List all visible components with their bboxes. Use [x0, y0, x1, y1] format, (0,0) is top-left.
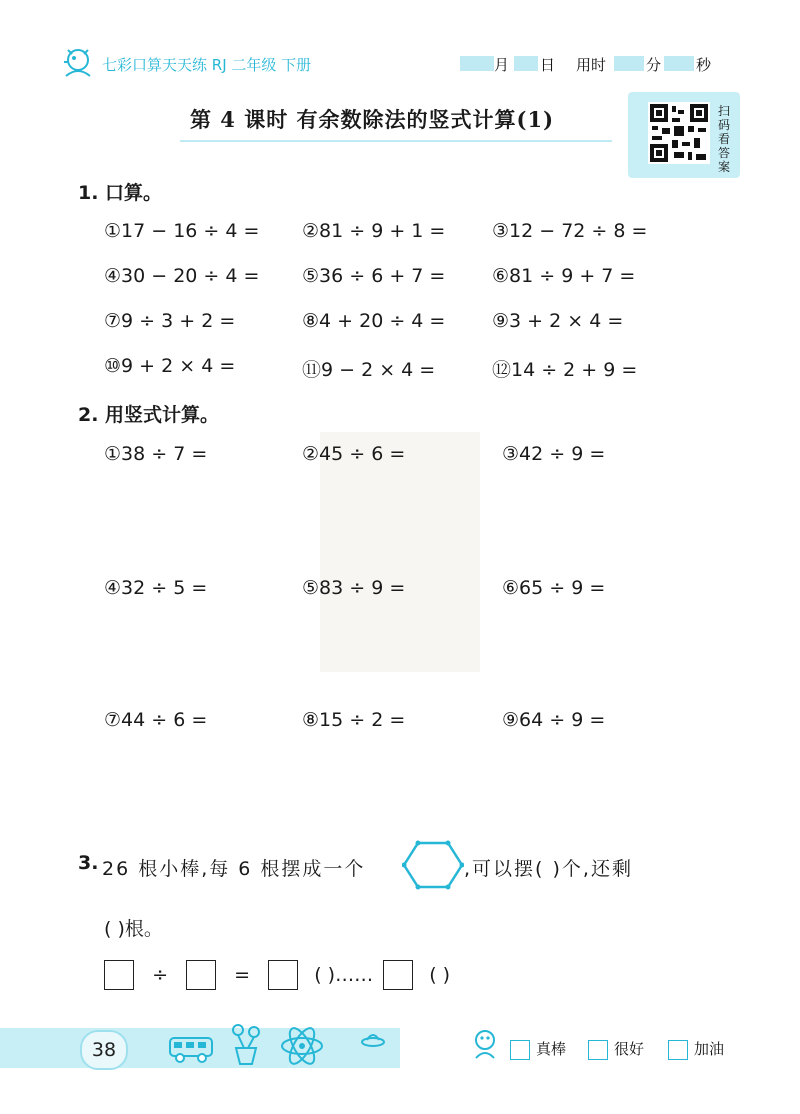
- rating-good[interactable]: [588, 1038, 644, 1060]
- oral-problem-6: ⑥81 ÷ 9 + 7 =: [492, 265, 636, 287]
- qr-code-icon[interactable]: [648, 102, 710, 164]
- second-field[interactable]: [664, 56, 694, 71]
- rating-excellent-label: 真棒: [536, 1040, 567, 1058]
- day-label: 日: [540, 56, 556, 74]
- series-title: 七彩口算天天练 RJ 二年级 下册: [102, 56, 312, 74]
- vertical-problem-2: ②45 ÷ 6 =: [302, 443, 406, 465]
- dividend-box[interactable]: [104, 960, 134, 990]
- bus-icon: [168, 1034, 214, 1064]
- remainder-box[interactable]: [383, 960, 413, 990]
- ufo-icon: [360, 1030, 386, 1050]
- equation-row: [104, 960, 450, 990]
- footer-mascot-icon: [468, 1026, 502, 1062]
- section3-number: 3.: [78, 852, 99, 874]
- rating-excellent-checkbox[interactable]: [510, 1040, 530, 1060]
- divisor-box[interactable]: [186, 960, 216, 990]
- rating-keep-going-label: 加油: [694, 1040, 725, 1058]
- oral-problem-1: ①17 − 16 ÷ 4 =: [104, 220, 260, 242]
- background-watermark: [320, 432, 480, 672]
- divide-sign: ÷: [152, 963, 168, 986]
- section2-heading: 2. 用竖式计算。: [78, 404, 220, 426]
- vertical-problem-5: ⑤83 ÷ 9 =: [302, 577, 406, 599]
- remainder-unit-paren: ( ): [429, 963, 451, 986]
- rating-good-label: 很好: [614, 1040, 645, 1058]
- qr-caption: 扫码看答案: [718, 104, 731, 174]
- vertical-problem-6: ⑥65 ÷ 9 =: [502, 577, 606, 599]
- rating-keep-going-checkbox[interactable]: [668, 1040, 688, 1060]
- quotient-box[interactable]: [268, 960, 298, 990]
- oral-problem-10: ⑩9 + 2 × 4 =: [104, 355, 236, 377]
- title-underline: [180, 140, 612, 142]
- month-field[interactable]: [460, 56, 494, 71]
- second-label: 秒: [696, 56, 712, 74]
- flower-pot-icon: [226, 1022, 266, 1066]
- page-number: 38: [80, 1030, 128, 1070]
- vertical-problem-7: ⑦44 ÷ 6 =: [104, 709, 208, 731]
- hexagon-icon: [402, 840, 464, 890]
- oral-problem-2: ②81 ÷ 9 + 1 =: [302, 220, 446, 242]
- section3-text-line2: ( )根。: [104, 918, 163, 940]
- page-title: 第 4 课时 有余数除法的竖式计算(1): [190, 107, 555, 132]
- rating-keep-going[interactable]: [668, 1038, 724, 1060]
- mascot-icon: [58, 42, 98, 82]
- section3-text-part2: ,可以摆( )个,还剩: [464, 858, 633, 880]
- day-field[interactable]: [514, 56, 538, 71]
- time-used-label: 用时: [576, 56, 607, 74]
- month-label: 月: [494, 56, 510, 74]
- oral-problem-7: ⑦9 ÷ 3 + 2 =: [104, 310, 236, 332]
- quotient-unit-paren: ( )……: [314, 963, 374, 986]
- section3-text-part1: 26 根小棒,每 6 根摆成一个: [102, 858, 366, 880]
- oral-problem-9: ⑨3 + 2 × 4 =: [492, 310, 624, 332]
- oral-problem-11: ⑪9 − 2 × 4 =: [302, 359, 436, 381]
- rating-good-checkbox[interactable]: [588, 1040, 608, 1060]
- atom-icon: [280, 1026, 324, 1066]
- minute-label: 分: [646, 56, 662, 74]
- vertical-problem-9: ⑨64 ÷ 9 =: [502, 709, 606, 731]
- oral-problem-3: ③12 − 72 ÷ 8 =: [492, 220, 648, 242]
- vertical-problem-1: ①38 ÷ 7 =: [104, 443, 208, 465]
- equals-sign: =: [234, 963, 251, 986]
- vertical-problem-4: ④32 ÷ 5 =: [104, 577, 208, 599]
- section1-heading: 1. 口算。: [78, 182, 163, 204]
- rating-excellent[interactable]: [510, 1038, 566, 1060]
- vertical-problem-8: ⑧15 ÷ 2 =: [302, 709, 406, 731]
- vertical-problem-3: ③42 ÷ 9 =: [502, 443, 606, 465]
- oral-problem-12: ⑫14 ÷ 2 + 9 =: [492, 359, 638, 381]
- oral-problem-4: ④30 − 20 ÷ 4 =: [104, 265, 260, 287]
- minute-field[interactable]: [614, 56, 644, 71]
- oral-problem-5: ⑤36 ÷ 6 + 7 =: [302, 265, 446, 287]
- oral-problem-8: ⑧4 + 20 ÷ 4 =: [302, 310, 446, 332]
